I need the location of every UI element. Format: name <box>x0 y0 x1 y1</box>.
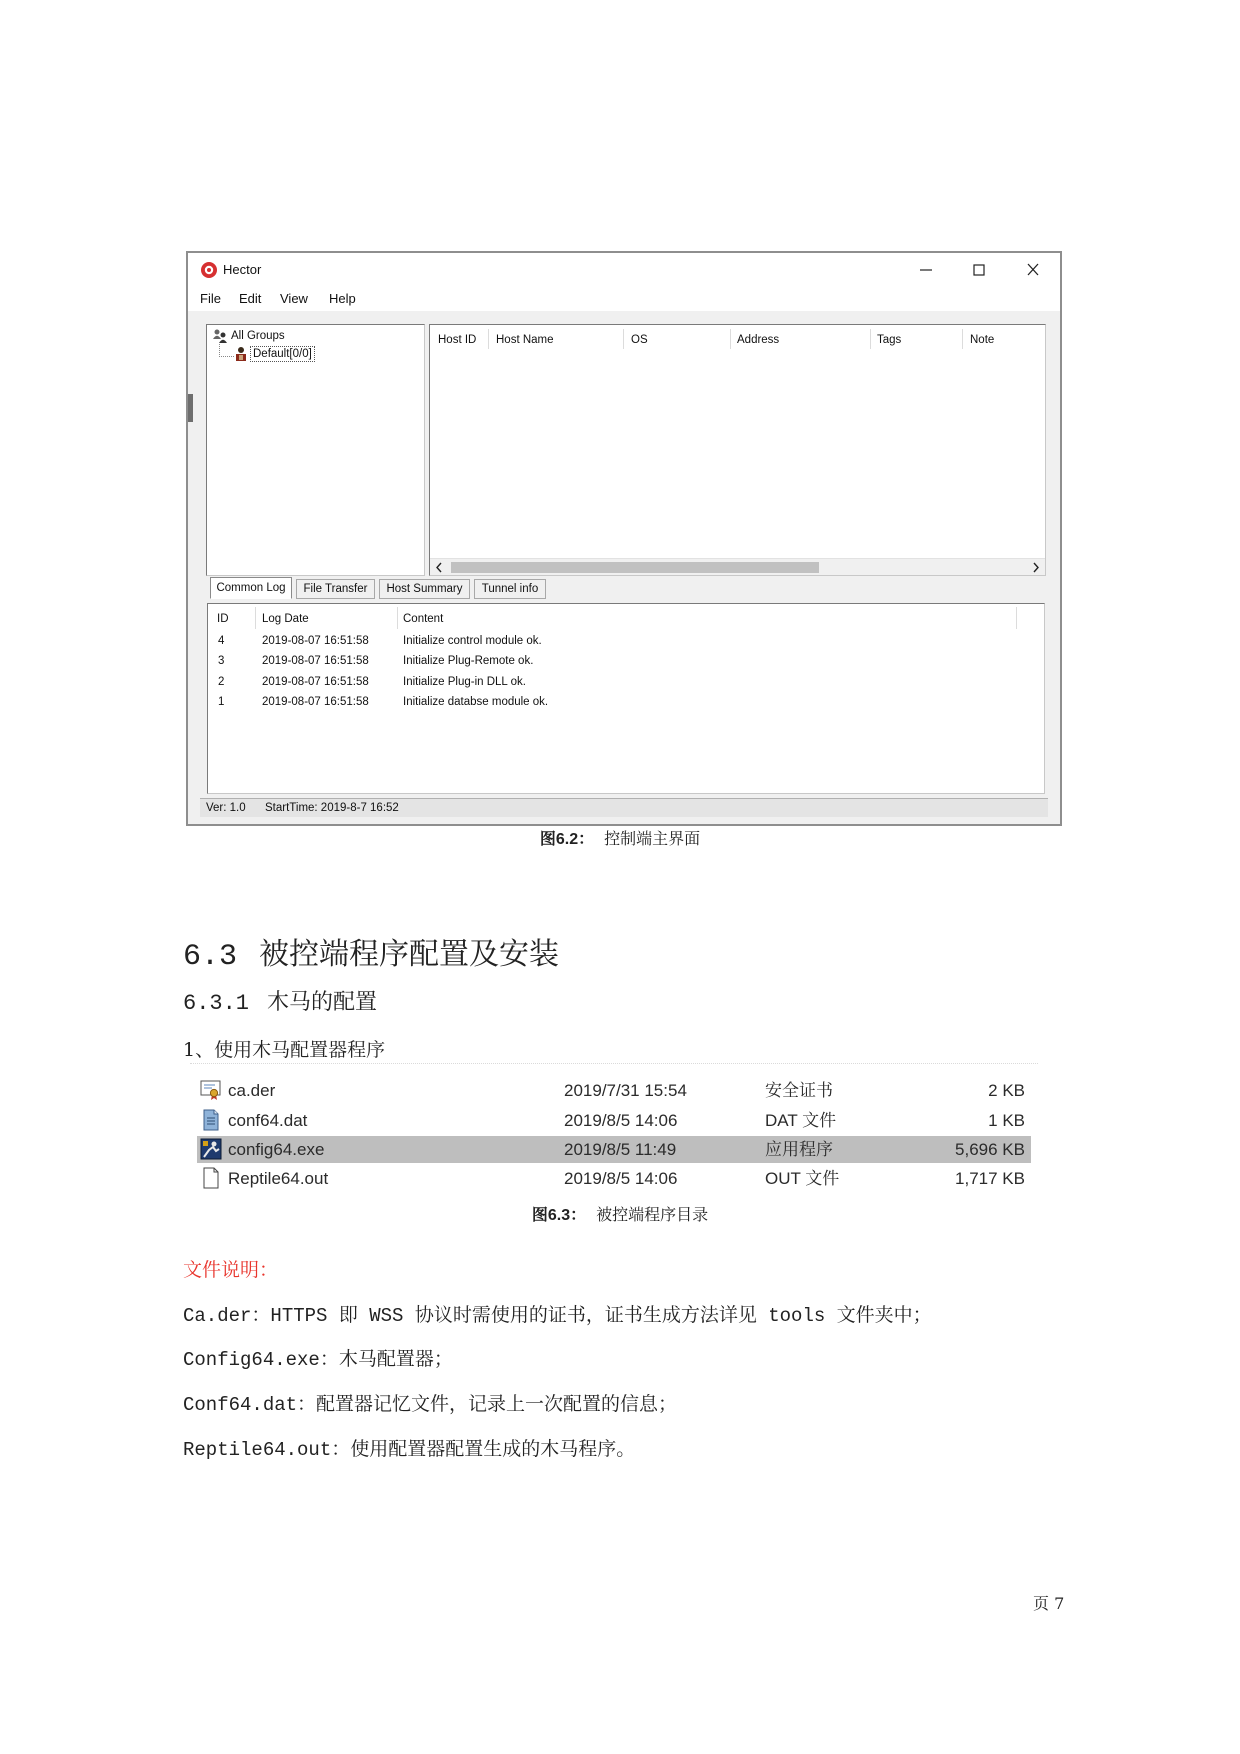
log-content: Initialize Plug-in DLL ok. <box>403 676 526 688</box>
hector-app-icon <box>200 261 218 279</box>
note-item: Conf64.dat：配置器记忆文件，记录上一次配置的信息； <box>183 1394 678 1416</box>
column-header-log-date[interactable]: Log Date <box>262 613 309 625</box>
log-row[interactable] <box>208 693 1044 711</box>
file-modified: 2019/8/5 14:06 <box>564 1111 678 1130</box>
step-text: 1、使用木马配置器程序 <box>183 1039 386 1061</box>
menu-edit[interactable]: Edit <box>239 291 262 306</box>
window-title: Hector <box>223 262 262 277</box>
section-title: 被控端程序配置及安装 <box>259 940 560 974</box>
log-id: 4 <box>218 635 225 647</box>
file-type: 应用程序 <box>765 1140 833 1159</box>
close-icon[interactable] <box>1022 260 1044 280</box>
tab-tunnel-info[interactable]: Tunnel info <box>474 579 546 599</box>
status-version: Ver: 1.0 <box>206 802 246 814</box>
section-number: 6.3 <box>183 940 238 974</box>
file-name: Reptile64.out <box>228 1169 329 1188</box>
chevron-left-icon[interactable] <box>434 562 444 573</box>
tab-host-summary[interactable]: Host Summary <box>379 579 470 599</box>
file-list-screenshot <box>190 1063 1038 1191</box>
file-row[interactable] <box>197 1165 1031 1192</box>
hector-window-screenshot <box>186 251 1062 826</box>
menu-help[interactable]: Help <box>329 291 356 306</box>
tree-item-all-groups[interactable]: All Groups <box>231 330 285 342</box>
log-content: Initialize Plug-Remote ok. <box>403 655 534 667</box>
log-content: Initialize control module ok. <box>403 635 542 647</box>
file-name: config64.exe <box>228 1140 325 1159</box>
menu-view[interactable]: View <box>280 291 308 306</box>
note-item: Ca.der：HTTPS 即 WSS 协议时需使用的证书，证书生成方法详见 tools 文件夹中； <box>183 1305 932 1327</box>
column-separator[interactable] <box>255 607 256 629</box>
column-header-note[interactable]: Note <box>970 334 995 346</box>
file-row[interactable] <box>197 1077 1031 1104</box>
note-item: Reptile64.out：使用配置器配置生成的木马程序。 <box>183 1439 636 1461</box>
status-start-time: StartTime: 2019-8-7 16:52 <box>265 802 399 814</box>
status-bar <box>200 798 1048 817</box>
log-row[interactable] <box>208 632 1044 650</box>
column-separator[interactable] <box>488 329 489 349</box>
file-type: OUT 文件 <box>765 1169 840 1188</box>
tree-connector <box>219 356 234 357</box>
file-type: 安全证书 <box>765 1081 833 1100</box>
log-date: 2019-08-07 16:51:58 <box>262 655 369 667</box>
file-size: 1 KB <box>988 1111 1025 1130</box>
column-separator[interactable] <box>962 329 963 349</box>
user-group-icon <box>234 346 248 362</box>
column-header-content[interactable]: Content <box>403 613 444 625</box>
tab-common-log[interactable]: Common Log <box>210 577 292 599</box>
log-row[interactable] <box>208 673 1044 691</box>
subsection-title: 木马的配置 <box>267 991 378 1016</box>
figure-caption-text: 控制端主界面 <box>604 829 701 848</box>
file-size: 5,696 KB <box>955 1140 1025 1159</box>
chevron-right-icon[interactable] <box>1031 562 1041 573</box>
column-header-os[interactable]: OS <box>631 334 648 346</box>
figure-caption-label: 图6.2： <box>539 831 595 848</box>
column-separator[interactable] <box>1016 607 1017 629</box>
figure-caption-label: 图6.3： <box>531 1207 587 1224</box>
log-date: 2019-08-07 16:51:58 <box>262 696 369 708</box>
section-heading <box>183 938 559 976</box>
file-row[interactable] <box>197 1107 1031 1134</box>
title-bar <box>188 253 1060 287</box>
log-id: 3 <box>218 655 225 667</box>
notes-heading: 文件说明： <box>183 1259 279 1281</box>
file-type: DAT 文件 <box>765 1111 837 1130</box>
figure-caption <box>0 1205 1240 1226</box>
log-id: 1 <box>218 696 225 708</box>
edge-scrollbar-fragment <box>188 394 193 422</box>
page-number: 页 7 <box>1033 1594 1065 1613</box>
file-name: conf64.dat <box>228 1111 308 1130</box>
subsection-heading <box>183 990 377 1018</box>
exe-file-icon <box>200 1138 222 1160</box>
log-date: 2019-08-07 16:51:58 <box>262 676 369 688</box>
file-row-selected[interactable] <box>197 1136 1031 1163</box>
log-id: 2 <box>218 676 225 688</box>
column-separator[interactable] <box>730 329 731 349</box>
file-modified: 2019/7/31 15:54 <box>564 1081 687 1100</box>
tree-item-default[interactable]: Default[0/0] <box>250 346 315 362</box>
group-icon <box>212 328 228 344</box>
dat-file-icon <box>200 1109 222 1131</box>
file-size: 1,717 KB <box>955 1169 1025 1188</box>
tab-file-transfer[interactable]: File Transfer <box>296 579 375 599</box>
menu-file[interactable]: File <box>200 291 221 306</box>
certificate-icon <box>200 1079 222 1101</box>
minimize-icon[interactable] <box>915 260 937 280</box>
file-modified: 2019/8/5 11:49 <box>564 1140 677 1159</box>
column-separator[interactable] <box>623 329 624 349</box>
column-header-address[interactable]: Address <box>737 334 780 346</box>
column-header-id[interactable]: ID <box>217 613 229 625</box>
figure-caption-text: 被控端程序目录 <box>596 1205 709 1224</box>
blank-file-icon <box>200 1167 222 1189</box>
log-date: 2019-08-07 16:51:58 <box>262 635 369 647</box>
maximize-icon[interactable] <box>968 260 990 280</box>
scrollbar-thumb[interactable] <box>451 562 819 573</box>
file-name: ca.der <box>228 1081 276 1100</box>
group-tree-panel <box>206 324 425 576</box>
subsection-number: 6.3.1 <box>183 991 250 1016</box>
column-separator[interactable] <box>870 329 871 349</box>
file-size: 2 KB <box>988 1081 1025 1100</box>
file-modified: 2019/8/5 14:06 <box>564 1169 678 1188</box>
column-separator[interactable] <box>397 607 398 629</box>
column-header-host-name[interactable]: Host Name <box>496 334 554 346</box>
column-header-tags[interactable]: Tags <box>877 334 902 346</box>
figure-caption <box>0 829 1240 850</box>
menu-bar <box>188 287 1060 311</box>
common-log-panel <box>207 603 1045 794</box>
log-row[interactable] <box>208 652 1044 670</box>
note-item: Config64.exe：木马配置器； <box>183 1349 453 1371</box>
host-list-panel <box>429 324 1046 576</box>
log-content: Initialize databse module ok. <box>403 696 549 708</box>
column-header-host-id[interactable]: Host ID <box>438 334 477 346</box>
horizontal-scrollbar[interactable] <box>430 558 1045 575</box>
